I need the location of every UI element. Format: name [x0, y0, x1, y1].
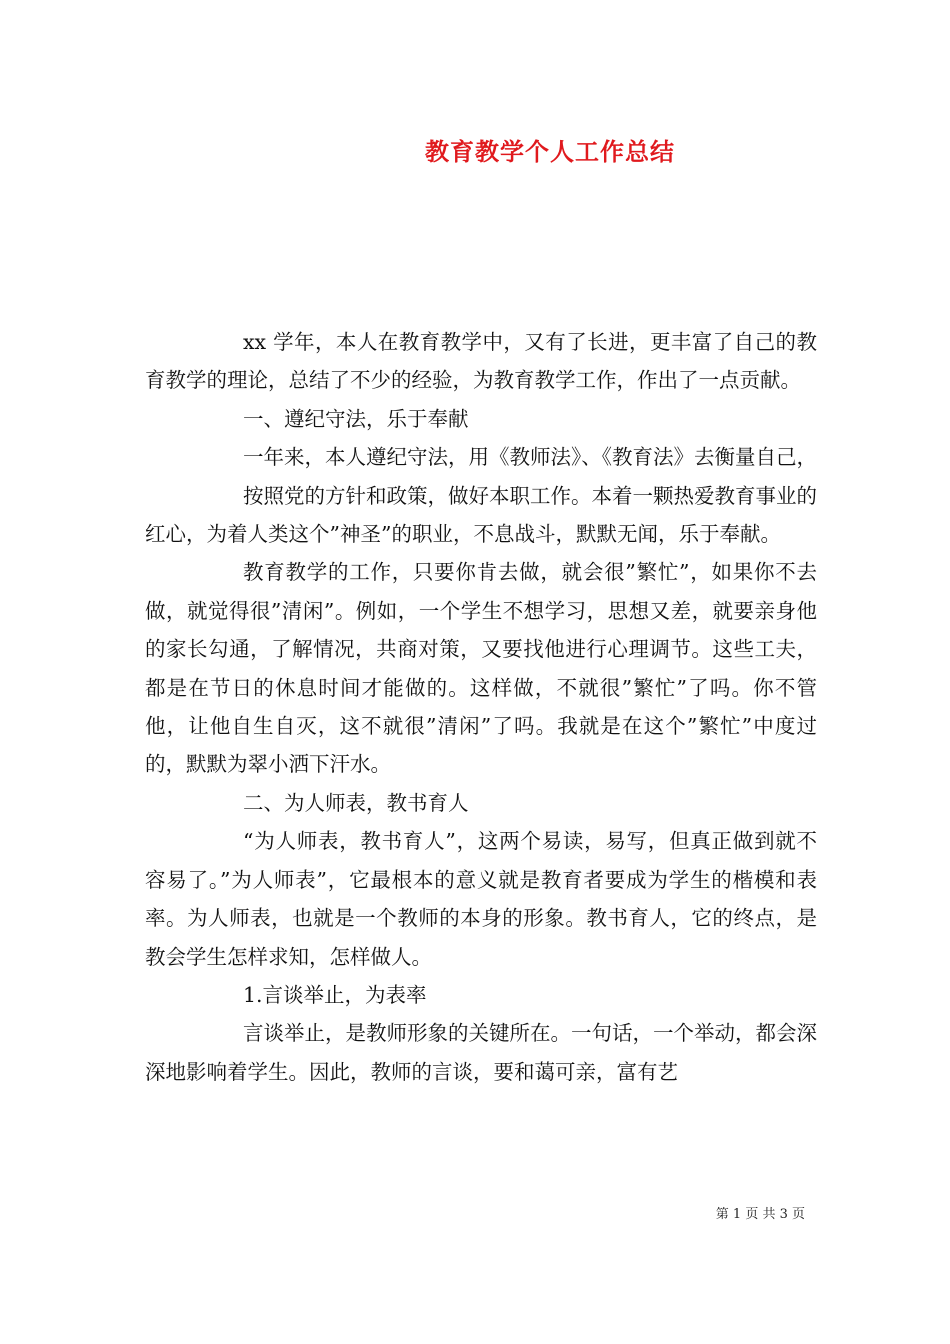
- subsection-heading-1: 1.言谈举止，为表率: [243, 982, 427, 1007]
- paragraph: “为人师表，教书育人”，这两个易读，易写，但真正做到就不容易了。”为人师表”，它最根本的意义就是教育者要成为学生的楷模和表率。为人师表，也就是一个教师的本身的形象。教书育人，它的终点，是教会学生怎样求知，怎样做人。: [145, 829, 817, 969]
- paragraph: 言谈举止，是教师形象的关键所在。一句话，一个举动，都会深深地影响着学生。因此，教师的言谈，要和蔼可亲，富有艺: [145, 1021, 817, 1084]
- page-number: 第 1 页 共 3 页: [715, 1207, 805, 1222]
- section-heading-2: 二、为人师表，教书育人: [243, 790, 469, 815]
- paragraph: 按照党的方针和政策，做好本职工作。本着一颗热爱教育事业的红心，为着人类这个”神圣”的职业，不息战斗，默默无闻，乐于奉献。: [145, 483, 817, 547]
- document-title: 教育教学个人工作总结: [425, 138, 675, 166]
- document-body: [145, 323, 817, 1091]
- paragraph: 教育教学的工作，只要你肯去做，就会很”繁忙”，如果你不去做，就觉得很”清闲”。例如，一个学生不想学习，思想又差，就要亲身他的家长勾通，了解情况，共商对策，又要找他进行心理调节。这些工夫，都是在节日的休息时间才能做的。这样做，不就很”繁忙”了吗。你不管他，让他自生自灭，这不就很”清闲”了吗。我就是在这个”繁忙”中度过的，默默为翠小洒下汗水。: [145, 560, 817, 777]
- section-heading-1: 一、遵纪守法，乐于奉献: [243, 406, 469, 431]
- paragraph-intro: xx 学年，本人在教育教学中，又有了长进，更丰富了自己的教育教学的理论，总结了不少的经验，为教育教学工作，作出了一点贡献。: [145, 330, 817, 393]
- paragraph: 一年来，本人遵纪守法，用《教师法》、《教育法》去衡量自己，: [243, 445, 817, 470]
